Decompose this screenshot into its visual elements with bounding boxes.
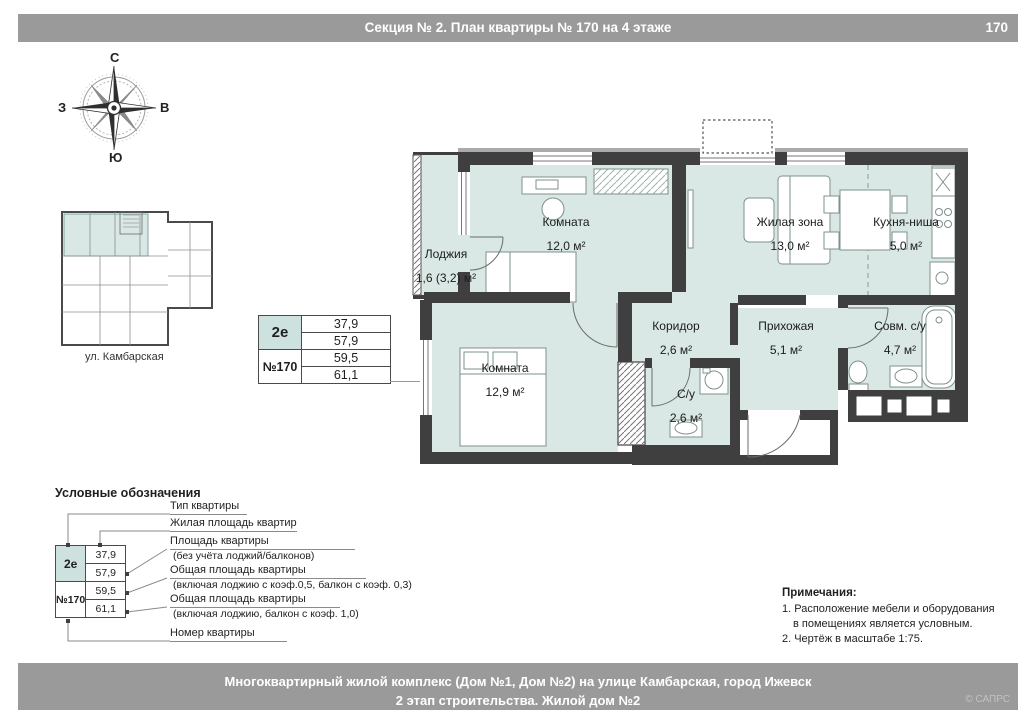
apartment-info-table	[258, 315, 391, 384]
note-line: в помещениях является условным.	[793, 618, 973, 630]
room-label: С/у	[677, 387, 695, 401]
page-title: Секция № 2. План квартиры № 170 на 4 этаже	[364, 20, 672, 35]
room-area-label: 5,1 м²	[769, 343, 803, 357]
compass-rose-icon	[40, 45, 200, 180]
room-label: Лоджия	[424, 247, 468, 261]
legend-item-sub: (включая лоджию, балкон с коэф. 1,0)	[173, 608, 359, 620]
legend-item	[170, 535, 355, 563]
legend-item	[170, 627, 287, 642]
legend-item-sub: (без учёта лоджий/балконов)	[173, 550, 315, 562]
legend-item	[170, 517, 297, 532]
legend-item	[170, 593, 359, 621]
room-label: Совм. с/у	[874, 319, 926, 333]
watermark: © САПРС	[965, 694, 1010, 705]
room-area-label: 2,6 м²	[669, 411, 703, 425]
compass-south-label: Ю	[109, 150, 123, 165]
legend-item-label: Номер квартиры	[170, 627, 287, 642]
legend-value: 37,9	[86, 546, 126, 564]
room-area-label: 1,6 (3,2) м²	[415, 271, 477, 285]
room-area-label: 12,0 м²	[546, 239, 586, 253]
room-label: Комната	[542, 215, 590, 229]
apartment-number: №170	[259, 350, 302, 384]
total-area-k05-value: 59,5	[302, 350, 391, 367]
room-label: Прихожая	[758, 319, 814, 333]
legend-value: 57,9	[86, 564, 126, 582]
room-area-label: 2,6 м²	[659, 343, 693, 357]
apartment-type: 2е	[259, 316, 302, 350]
legend-item	[170, 564, 412, 592]
footer-bar	[18, 663, 1018, 710]
living-area-value: 37,9	[302, 316, 391, 333]
compass-north-label: С	[110, 50, 120, 65]
legend-item-sub: (включая лоджию с коэф.0,5, балкон с коэф. 0,3)	[173, 579, 412, 591]
legend-item-label: Общая площадь квартиры	[170, 564, 366, 579]
room-area-label: 13,0 м²	[770, 239, 810, 253]
note-line: 2. Чертёж в масштабе 1:75.	[782, 633, 923, 645]
legend-item-label: Тип квартиры	[170, 500, 247, 515]
room-area-label: 4,7 м²	[883, 343, 917, 357]
legend-apartment-type: 2е	[56, 546, 86, 582]
legend-apartment-number: №170	[56, 582, 86, 618]
room-label: Жилая зона	[756, 215, 824, 229]
legend-title: Условные обозначения	[55, 486, 201, 500]
legend-item-label: Жилая площадь квартир	[170, 517, 297, 532]
total-area-k10-value: 61,1	[302, 367, 391, 384]
notes-title: Примечания:	[782, 587, 857, 599]
footer-line-1: Многоквартирный жилой комплекс (Дом №1, Дом №2) на улице Камбарская, город Ижевск	[224, 674, 812, 689]
page-number: 170	[985, 20, 1008, 35]
room-label: Кухня-ниша	[873, 215, 939, 229]
room-area-label: 12,9 м²	[485, 385, 525, 399]
notes-block	[782, 586, 1024, 647]
room-area-label: 5,0 м²	[889, 239, 923, 253]
compass-east-label: В	[160, 100, 170, 115]
room-label: Комната	[481, 361, 529, 375]
balcony-dashed-outline	[703, 120, 772, 153]
floor-plan	[405, 110, 975, 475]
legend-item-label: Площадь квартиры	[170, 535, 355, 550]
highlighted-apartment	[64, 214, 148, 256]
street-label: ул. Камбарская	[85, 351, 164, 363]
legend-item-label: Общая площадь квартиры	[170, 593, 340, 608]
header-bar	[18, 14, 1018, 42]
room-label: Коридор	[652, 319, 700, 333]
legend-item	[170, 500, 247, 515]
flat-area-value: 57,9	[302, 333, 391, 350]
footer-line-2: 2 этап строительства. Жилой дом №2	[395, 693, 641, 708]
legend-value: 59,5	[86, 582, 126, 600]
building-overview	[48, 205, 228, 350]
compass-west-label: З	[58, 100, 67, 115]
note-line: 1. Расположение мебели и оборудования	[782, 603, 995, 615]
legend-value: 61,1	[86, 600, 126, 618]
